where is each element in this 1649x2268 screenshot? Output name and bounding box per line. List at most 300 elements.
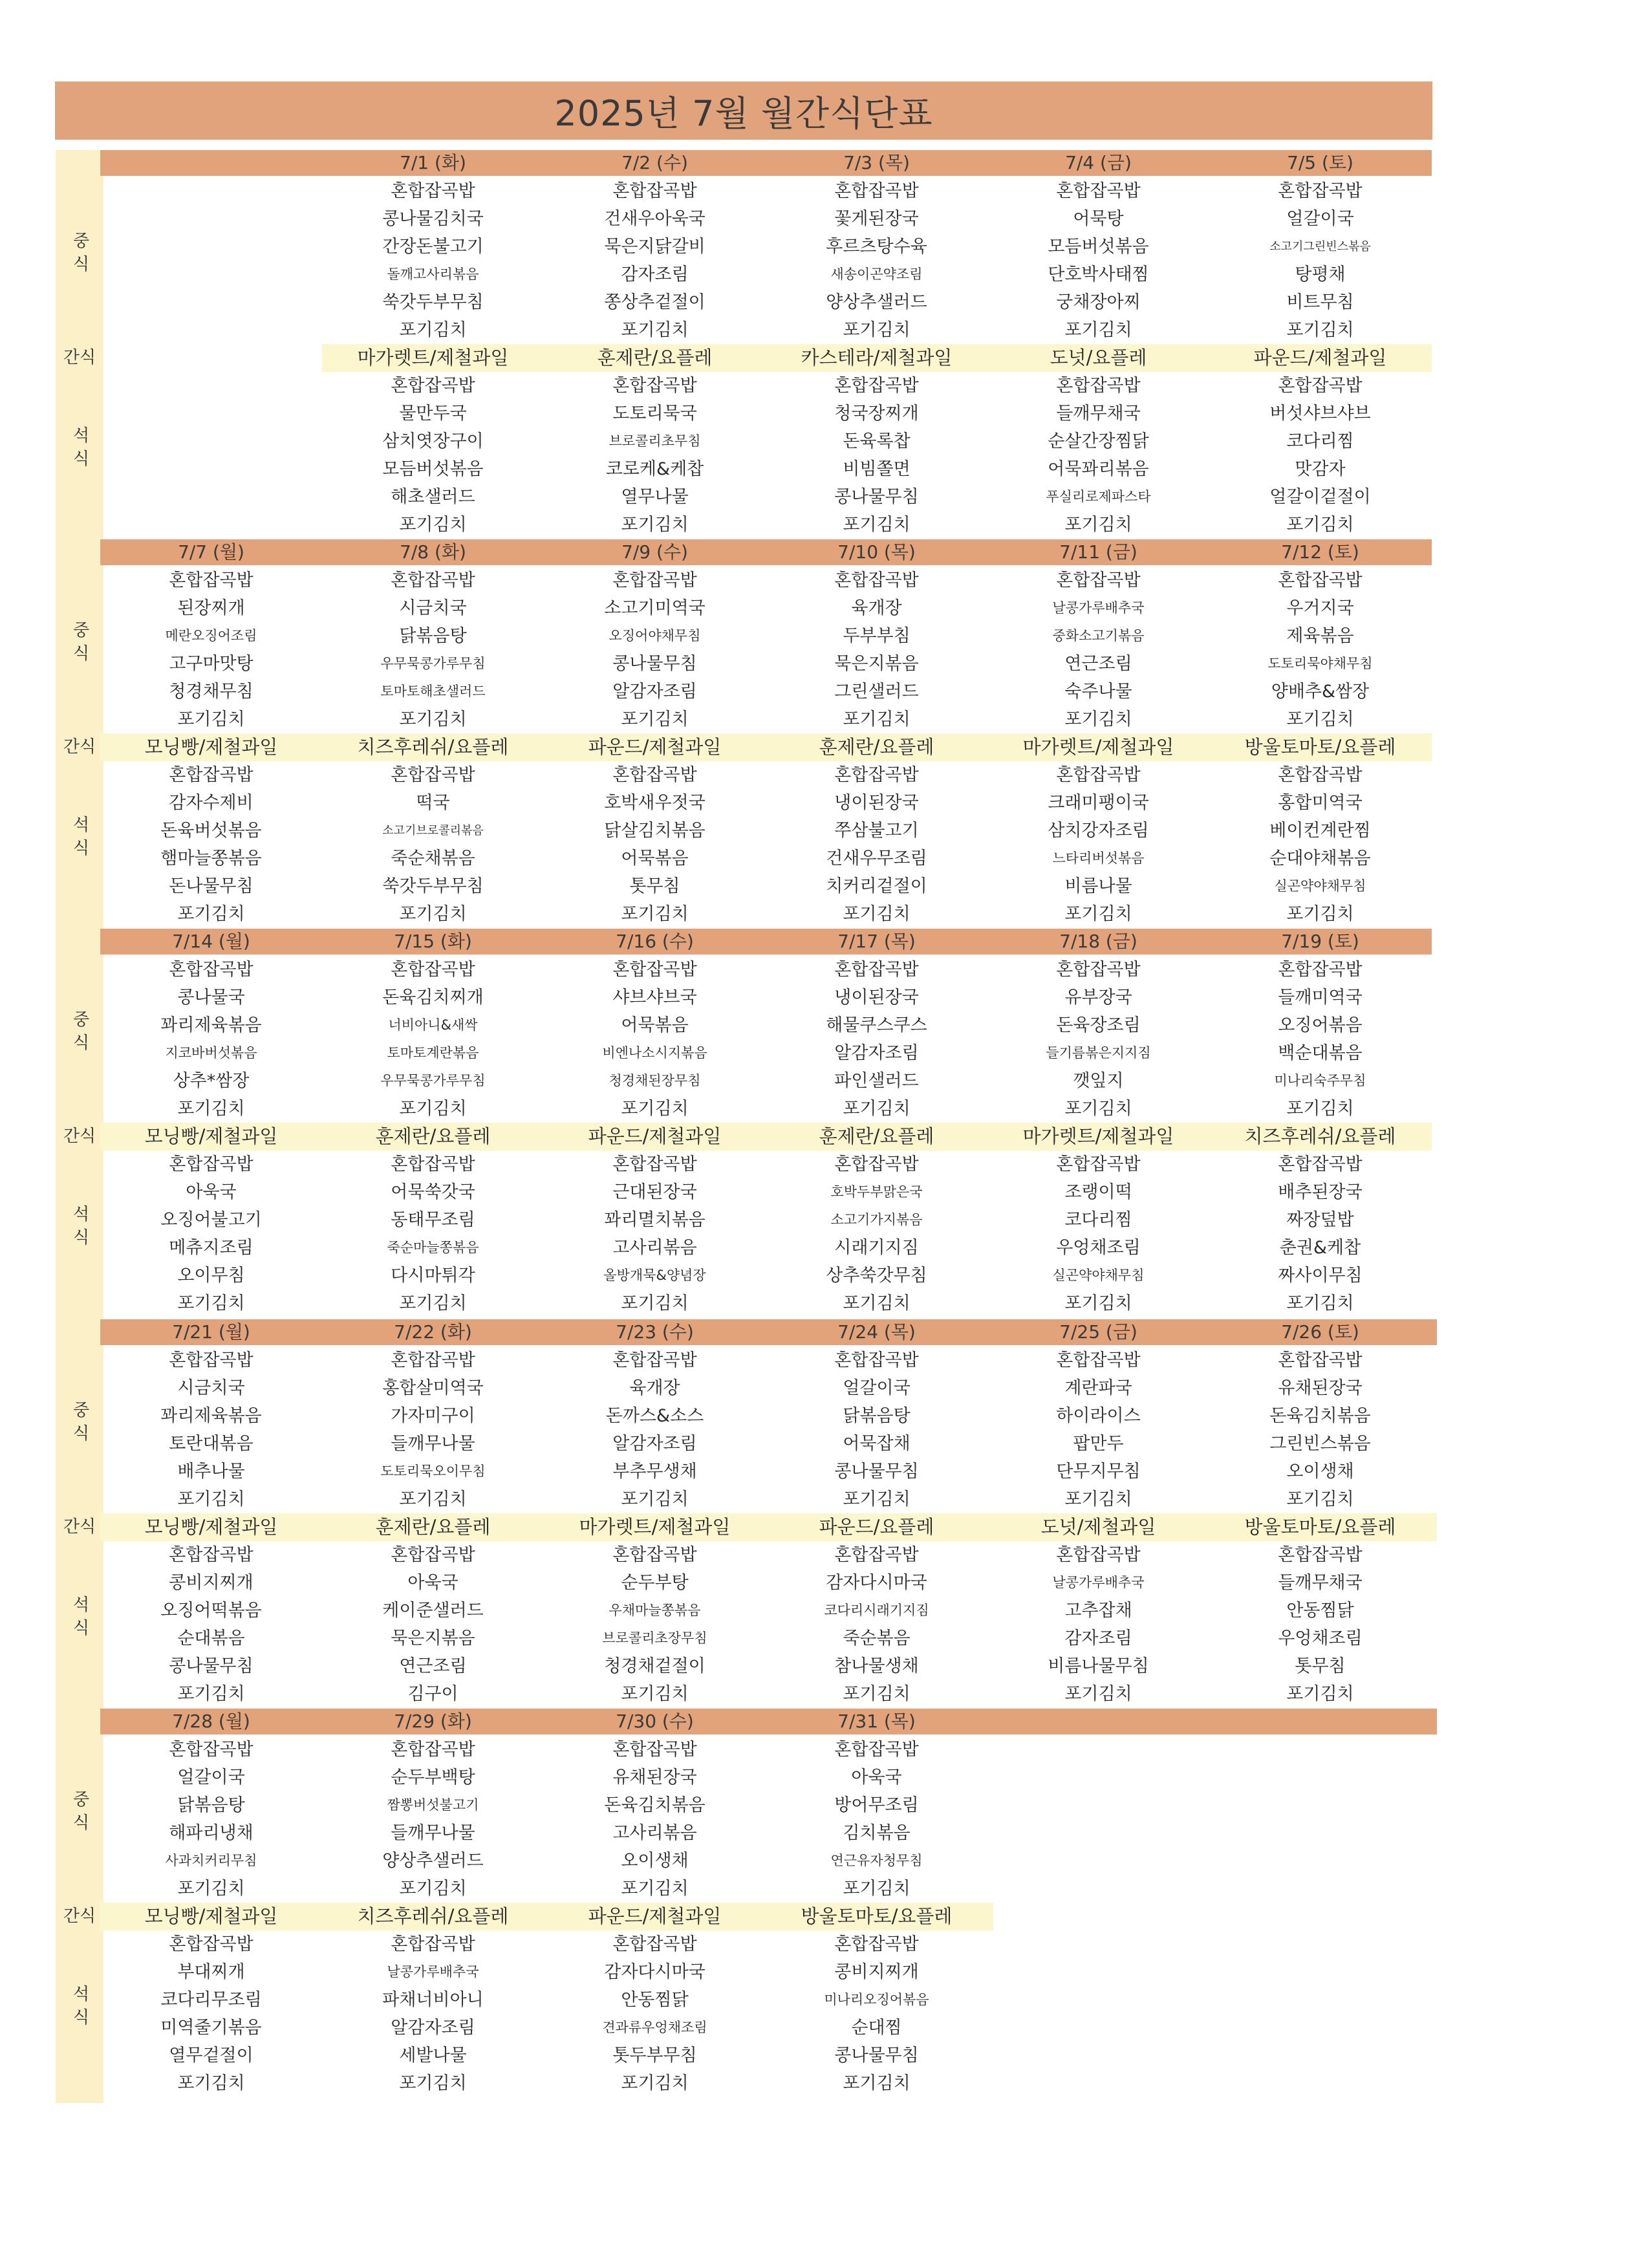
menu-item: 백순대볶음 — [1278, 1043, 1363, 1063]
snack-item — [1209, 1903, 1431, 1930]
snack-item: 파운드/제철과일 — [588, 736, 722, 758]
menu-item: 열무나물 — [621, 487, 689, 507]
lunch-row — [0, 1011, 1649, 1039]
lunch-row — [0, 622, 1649, 650]
menu-item: 혼합잡곡밥 — [391, 570, 475, 590]
menu-item: 포기김치 — [399, 1293, 467, 1313]
menu-item: 안동찜닭 — [1286, 1601, 1354, 1621]
lunch-row — [0, 1764, 1649, 1791]
lunch-label: 중식 — [70, 232, 89, 278]
menu-item: 감자조림 — [1064, 1628, 1132, 1648]
menu-item: 제육볶음 — [1286, 626, 1354, 646]
menu-item: 혼합잡곡밥 — [391, 765, 475, 785]
menu-item: 얼갈이국 — [1286, 209, 1354, 229]
snack-label: 간식 — [63, 1127, 96, 1146]
menu-item: 포기김치 — [1286, 515, 1354, 535]
menu-item — [1209, 1819, 1431, 1847]
menu-item: 오이무침 — [177, 1266, 245, 1286]
menu-item: 포기김치 — [399, 2073, 467, 2093]
menu-item: 지코바버섯볶음 — [165, 1045, 257, 1061]
lunch-label: 중식 — [70, 1010, 89, 1057]
menu-item: 혼합잡곡밥 — [1278, 570, 1363, 590]
menu-item: 코다리시래기지짐 — [824, 1603, 929, 1618]
menu-item: 포기김치 — [1064, 1293, 1132, 1313]
menu-item: 팝만두 — [1073, 1434, 1124, 1454]
date-cell: 7/9 (수) — [621, 541, 688, 563]
date-cell — [987, 1709, 1209, 1734]
menu-item: 고사리볶음 — [612, 1238, 697, 1258]
snack-item: 치즈후레쉬/요플레 — [1244, 1125, 1396, 1147]
menu-item: 세발나물 — [399, 2046, 467, 2066]
menu-item: 돈나물무침 — [169, 876, 253, 896]
menu-item: 묵은지닭갈비 — [604, 237, 706, 257]
menu-item: 콩나물무침 — [612, 654, 697, 674]
menu-item — [987, 1764, 1209, 1791]
menu-item: 혼합잡곡밥 — [834, 1740, 919, 1760]
menu-item: 오징어떡볶음 — [160, 1601, 262, 1621]
menu-item: 도토리묵야채무침 — [1267, 656, 1373, 671]
menu-item: 메란오징어조림 — [165, 628, 257, 643]
menu-item: 순살간장찜닭 — [1048, 431, 1149, 451]
menu-item: 홍합미역국 — [1278, 793, 1363, 813]
menu-item: 돈육김치찌개 — [382, 988, 484, 1008]
menu-item: 혼합잡곡밥 — [391, 1740, 475, 1760]
menu-item: 베이컨계란찜 — [1269, 821, 1371, 841]
dinner-row — [0, 1178, 1649, 1206]
menu-item: 비트무침 — [1286, 292, 1354, 312]
week-date-header — [100, 929, 1432, 955]
menu-item: 호박새우젓국 — [604, 793, 706, 813]
dinner-row — [0, 1958, 1649, 1986]
lunch-row — [0, 984, 1649, 1011]
menu-item — [987, 1930, 1209, 1958]
date-cell: 7/16 (수) — [616, 931, 694, 952]
menu-item: 도토리묵오이무침 — [380, 1463, 486, 1479]
snack-item: 모닝빵/제철과일 — [144, 736, 278, 758]
menu-item: 가자미구이 — [391, 1406, 475, 1426]
date-cell: 7/25 (금) — [1059, 1321, 1137, 1343]
menu-item: 포기김치 — [843, 904, 911, 924]
menu-item: 혼합잡곡밥 — [169, 765, 253, 785]
menu-item: 포기김치 — [399, 904, 467, 924]
menu-item: 소고기그린빈스볶음 — [1269, 240, 1371, 254]
menu-item: 오징어야채무침 — [609, 628, 701, 643]
menu-item: 콩나물무침 — [834, 1462, 919, 1482]
menu-item: 고구마맛탕 — [169, 654, 253, 674]
menu-item — [1209, 1764, 1431, 1791]
dinner-row — [0, 511, 1649, 539]
lunch-row — [0, 594, 1649, 622]
snack-row — [0, 733, 1649, 761]
menu-item: 들깨미역국 — [1278, 988, 1363, 1008]
menu-item: 콩비지찌개 — [169, 1573, 253, 1593]
menu-item: 연근조림 — [399, 1656, 467, 1676]
date-cell: 7/12 (토) — [1281, 541, 1359, 563]
snack-label: 간식 — [63, 348, 96, 367]
menu-item: 버섯샤브샤브 — [1269, 404, 1371, 424]
menu-item: 포기김치 — [1064, 709, 1132, 729]
menu-item: 포기김치 — [1286, 709, 1354, 729]
lunch-row — [0, 1402, 1649, 1430]
dinner-row — [0, 845, 1649, 872]
menu-item: 닭볶음탕 — [843, 1406, 911, 1426]
dinner-row — [0, 2042, 1649, 2069]
menu-item: 배추나물 — [177, 1462, 245, 1482]
menu-item: 혼합잡곡밥 — [169, 570, 253, 590]
date-cell — [100, 150, 322, 176]
menu-item: 알감자조림 — [834, 1043, 919, 1063]
menu-item: 비엔나소시지볶음 — [602, 1045, 707, 1061]
dinner-label: 석식 — [70, 1985, 89, 2031]
menu-item: 순두부탕 — [621, 1573, 689, 1593]
menu-item — [987, 1958, 1209, 1986]
menu-item: 그린샐러드 — [834, 682, 919, 702]
menu-item: 혼합잡곡밥 — [391, 960, 475, 980]
menu-item: 방어무조림 — [834, 1795, 919, 1815]
lunch-row — [0, 706, 1649, 733]
snack-item: 도넛/요플레 — [1050, 347, 1147, 369]
menu-item: 포기김치 — [843, 1879, 911, 1899]
menu-item: 포기김치 — [1064, 1099, 1132, 1119]
menu-item: 어묵꽈리볶음 — [1048, 459, 1149, 479]
menu-item: 아욱국 — [851, 1767, 902, 1787]
menu-item: 아욱국 — [407, 1573, 458, 1593]
menu-item: 들깨무채국 — [1056, 404, 1141, 424]
date-cell: 7/31 (목) — [837, 1711, 916, 1732]
menu-item: 비름나물 — [1064, 876, 1132, 896]
menu-item: 혼합잡곡밥 — [612, 1350, 697, 1370]
lunch-row — [0, 1736, 1649, 1764]
menu-item: 혼합잡곡밥 — [834, 1154, 919, 1174]
menu-item: 혼합잡곡밥 — [1278, 376, 1363, 396]
menu-item: 혼합잡곡밥 — [391, 181, 475, 201]
lunch-row — [0, 1485, 1649, 1513]
menu-item: 돈육장조림 — [1056, 1015, 1141, 1035]
lunch-label: 중식 — [70, 621, 89, 667]
menu-item: 파인샐러드 — [834, 1071, 919, 1091]
menu-item: 고추잡채 — [1064, 1601, 1132, 1621]
menu-item — [100, 177, 322, 205]
menu-item: 유채된장국 — [1278, 1378, 1363, 1398]
dinner-row — [0, 817, 1649, 845]
menu-item — [100, 400, 322, 427]
snack-item: 카스테라/제철과일 — [801, 347, 953, 369]
lunch-row — [0, 233, 1649, 261]
menu-item: 닭살김치볶음 — [604, 821, 706, 841]
menu-item: 어묵잡채 — [843, 1434, 911, 1454]
menu-item: 조랭이떡 — [1064, 1182, 1132, 1202]
menu-item: 혼합잡곡밥 — [612, 1934, 697, 1954]
menu-item: 혼합잡곡밥 — [834, 570, 919, 590]
menu-item: 혼합잡곡밥 — [391, 1350, 475, 1370]
menu-item: 오징어볶음 — [1278, 1015, 1363, 1035]
menu-item: 혼합잡곡밥 — [1056, 960, 1141, 980]
menu-item: 메츄지조림 — [169, 1238, 253, 1258]
menu-item: 알감자조림 — [612, 682, 697, 702]
snack-item: 방울토마토/요플레 — [801, 1905, 953, 1927]
date-cell: 7/24 (목) — [837, 1321, 916, 1343]
menu-item — [100, 205, 322, 233]
snack-item: 훈제란/요플레 — [375, 1125, 491, 1147]
menu-item: 시금치국 — [399, 598, 467, 618]
snack-item: 도넛/제철과일 — [1040, 1516, 1156, 1538]
menu-item — [987, 1736, 1209, 1764]
menu-item: 콩나물국 — [177, 988, 245, 1008]
menu-item: 어묵볶음 — [621, 848, 689, 869]
dinner-row — [0, 400, 1649, 427]
dinner-row — [0, 1262, 1649, 1290]
menu-item: 포기김치 — [1286, 1293, 1354, 1313]
menu-item: 포기김치 — [621, 1099, 689, 1119]
menu-item: 혼합잡곡밥 — [1056, 570, 1141, 590]
menu-item: 감자조림 — [621, 265, 689, 285]
menu-item: 삼치엿장구이 — [382, 431, 484, 451]
menu-item: 들깨무나물 — [391, 1823, 475, 1843]
menu-item: 돈육김치볶음 — [1269, 1406, 1371, 1426]
menu-item: 감자다시마국 — [826, 1573, 927, 1593]
lunch-row — [0, 288, 1649, 316]
menu-item — [987, 2042, 1209, 2069]
lunch-row — [0, 1791, 1649, 1819]
date-cell: 7/23 (수) — [616, 1321, 694, 1343]
menu-item: 견과류우엉채조림 — [602, 2020, 707, 2035]
snack-item: 모닝빵/제철과일 — [144, 1516, 278, 1538]
snack-item: 파운드/제철과일 — [588, 1905, 722, 1927]
menu-item: 떡국 — [416, 793, 450, 813]
lunch-label: 중식 — [70, 1401, 89, 1447]
lunch-row — [0, 205, 1649, 233]
dinner-row — [0, 455, 1649, 483]
menu-item: 건새우아욱국 — [604, 209, 706, 229]
snack-item: 방울토마토/요플레 — [1244, 1516, 1396, 1538]
menu-item: 포기김치 — [177, 2073, 245, 2093]
snack-item: 훈제란/요플레 — [819, 736, 934, 758]
menu-item: 닭볶음탕 — [399, 626, 467, 646]
menu-item: 포기김치 — [399, 1099, 467, 1119]
menu-item: 혼합잡곡밥 — [169, 1740, 253, 1760]
menu-item — [1209, 2069, 1431, 2097]
menu-item: 혼합잡곡밥 — [834, 960, 919, 980]
menu-item: 혼합잡곡밥 — [169, 1545, 253, 1565]
menu-item: 혼합잡곡밥 — [612, 1154, 697, 1174]
dinner-row — [0, 427, 1649, 455]
menu-item — [100, 288, 322, 316]
menu-item: 푸실리로제파스타 — [1046, 489, 1151, 504]
menu-item: 하이라이스 — [1056, 1406, 1141, 1426]
lunch-row — [0, 678, 1649, 706]
menu-item — [1209, 2014, 1431, 2042]
menu-item: 혼합잡곡밥 — [612, 960, 697, 980]
menu-item: 혼합잡곡밥 — [169, 1934, 253, 1954]
menu-item: 혼합잡곡밥 — [1278, 1545, 1363, 1565]
menu-item: 어묵쑥갓국 — [391, 1182, 475, 1202]
menu-item: 혼합잡곡밥 — [391, 1154, 475, 1174]
menu-item: 상추*쌈장 — [173, 1071, 250, 1091]
menu-item: 코로케&케찹 — [605, 459, 704, 479]
menu-item: 혼합잡곡밥 — [1056, 1545, 1141, 1565]
date-cell: 7/11 (금) — [1059, 541, 1137, 563]
menu-item: 포기김치 — [843, 1489, 911, 1509]
menu-item: 냉이된장국 — [834, 988, 919, 1008]
snack-item: 파운드/제철과일 — [588, 1125, 722, 1147]
menu-item: 근대된장국 — [612, 1182, 697, 1202]
menu-item: 혼합잡곡밥 — [1056, 1154, 1141, 1174]
lunch-row — [0, 650, 1649, 678]
dinner-row — [0, 1625, 1649, 1652]
dinner-label: 석식 — [70, 426, 89, 473]
menu-item: 들기름볶은지지짐 — [1046, 1045, 1151, 1061]
menu-item: 짜사이무침 — [1278, 1266, 1363, 1286]
lunch-row — [0, 1430, 1649, 1458]
menu-item: 냉이된장국 — [834, 793, 919, 813]
menu-item: 소고기가지볶음 — [830, 1212, 923, 1227]
menu-item: 케이준샐러드 — [382, 1601, 484, 1621]
menu-item: 포기김치 — [843, 2073, 911, 2093]
dinner-label: 석식 — [70, 1205, 89, 1251]
menu-item: 알감자조림 — [391, 2018, 475, 2038]
menu-item: 혼합잡곡밥 — [391, 1934, 475, 1954]
dinner-row — [0, 1986, 1649, 2014]
menu-item: 깻잎지 — [1073, 1071, 1124, 1091]
menu-item: 모듬버섯볶음 — [1048, 237, 1149, 257]
menu-item: 육개장 — [629, 1378, 680, 1398]
week-date-header — [100, 539, 1432, 565]
lunch-row — [0, 567, 1649, 594]
menu-item: 짜장덮밥 — [1286, 1210, 1354, 1230]
menu-item: 건새우무조림 — [826, 848, 927, 869]
menu-item: 어묵볶음 — [621, 1015, 689, 1035]
menu-item: 참나물생채 — [834, 1656, 919, 1676]
menu-item: 혼합잡곡밥 — [169, 960, 253, 980]
lunch-row — [0, 1067, 1649, 1095]
menu-item: 콩나물무침 — [169, 1656, 253, 1676]
menu-item — [1209, 1930, 1431, 1958]
menu-item: 새송이곤약조림 — [830, 266, 923, 282]
dinner-row — [0, 1569, 1649, 1597]
menu-item: 혼합잡곡밥 — [1056, 765, 1141, 785]
menu-item: 혼합잡곡밥 — [834, 1350, 919, 1370]
menu-item: 오이생채 — [621, 1851, 689, 1871]
menu-item: 김구이 — [407, 1684, 458, 1704]
menu-item: 혼합잡곡밥 — [834, 765, 919, 785]
dinner-row — [0, 2014, 1649, 2042]
page-title — [55, 81, 1432, 140]
menu-item: 우엉채조림 — [1056, 1238, 1141, 1258]
menu-item: 토마토계란볶음 — [387, 1045, 479, 1061]
menu-item: 포기김치 — [621, 709, 689, 729]
menu-item: 브로콜리초장무침 — [602, 1630, 707, 1646]
menu-item — [100, 483, 322, 511]
snack-item: 훈제란/요플레 — [375, 1516, 491, 1538]
menu-item — [1209, 1875, 1431, 1903]
menu-item: 청경채무침 — [169, 682, 253, 702]
dinner-row — [0, 1652, 1649, 1680]
menu-item: 실곤약야채무침 — [1274, 878, 1366, 894]
dinner-row — [0, 1206, 1649, 1234]
menu-item: 포기김치 — [177, 1099, 245, 1119]
menu-item: 콩비지찌개 — [834, 1962, 919, 1982]
menu-item: 된장찌개 — [177, 598, 245, 618]
date-cell: 7/17 (목) — [837, 931, 916, 952]
menu-item — [1209, 1847, 1431, 1875]
menu-item — [1209, 2042, 1431, 2069]
menu-item: 시래기지짐 — [834, 1238, 919, 1258]
lunch-row — [0, 316, 1649, 344]
menu-item — [987, 1875, 1209, 1903]
snack-item: 방울토마토/요플레 — [1244, 736, 1396, 758]
dinner-row — [0, 1150, 1649, 1178]
menu-item: 톳무침 — [629, 876, 680, 896]
menu-item: 포기김치 — [399, 1879, 467, 1899]
snack-item: 마가렛트/제철과일 — [1022, 1125, 1174, 1147]
menu-item: 오이생채 — [1286, 1462, 1354, 1482]
menu-item: 죽순마늘쫑볶음 — [387, 1240, 479, 1255]
snack-item: 훈제란/요플레 — [597, 347, 713, 369]
lunch-row — [0, 1346, 1649, 1374]
menu-item: 포기김치 — [621, 515, 689, 535]
menu-item: 얼갈이국 — [177, 1767, 245, 1787]
menu-item: 소고기브로콜리볶음 — [382, 824, 484, 837]
menu-item: 청국장찌개 — [834, 404, 919, 424]
menu-item: 두부부침 — [843, 626, 911, 646]
snack-row — [0, 1513, 1649, 1541]
date-cell — [1209, 1709, 1431, 1734]
menu-item: 돈육록찹 — [843, 431, 911, 451]
week-date-header — [100, 150, 1432, 176]
menu-item: 얼갈이겉절이 — [1269, 487, 1371, 507]
menu-item — [987, 1791, 1209, 1819]
menu-item: 포기김치 — [843, 1099, 911, 1119]
menu-item: 돈육김치볶음 — [604, 1795, 706, 1815]
menu-item: 꽃게된장국 — [834, 209, 919, 229]
menu-item: 치커리겉절이 — [826, 876, 927, 896]
menu-item: 꽈리제육볶음 — [160, 1015, 262, 1035]
menu-item: 톳두부무침 — [612, 2046, 697, 2066]
snack-item: 모닝빵/제철과일 — [144, 1905, 278, 1927]
menu-item: 부대찌개 — [177, 1962, 245, 1982]
menu-item: 혼합잡곡밥 — [391, 376, 475, 396]
menu-item: 햄마늘쫑볶음 — [160, 848, 262, 869]
menu-item: 포기김치 — [843, 515, 911, 535]
menu-item: 혼합잡곡밥 — [1278, 1350, 1363, 1370]
menu-item: 혼합잡곡밥 — [612, 181, 697, 201]
dinner-label: 석식 — [70, 1595, 89, 1642]
menu-item: 혼합잡곡밥 — [169, 1154, 253, 1174]
menu-item: 파채너비아니 — [382, 1990, 484, 2010]
menu-item: 순대볶음 — [177, 1628, 245, 1648]
lunch-row — [0, 1847, 1649, 1875]
menu-item: 포기김치 — [1286, 1489, 1354, 1509]
menu-item: 돈까스&소스 — [605, 1406, 704, 1426]
date-cell: 7/7 (월) — [178, 541, 244, 563]
menu-item: 안동찜닭 — [621, 1990, 689, 2010]
date-cell: 7/22 (화) — [394, 1321, 472, 1343]
menu-item: 꽈리제육볶음 — [160, 1406, 262, 1426]
menu-item: 돌깨고사리볶음 — [387, 266, 479, 282]
snack-row — [0, 1123, 1649, 1150]
snack-item: 마가렛트/제철과일 — [579, 1516, 731, 1538]
menu-item: 해물쿠스쿠스 — [826, 1015, 927, 1035]
menu-item: 포기김치 — [399, 515, 467, 535]
menu-item: 포기김치 — [843, 1293, 911, 1313]
menu-item: 우채마늘쫑볶음 — [609, 1603, 701, 1618]
menu-item: 중화소고기볶음 — [1052, 628, 1145, 643]
menu-item — [987, 2014, 1209, 2042]
dinner-label: 석식 — [70, 815, 89, 862]
menu-item: 우무묵콩가루무침 — [380, 1073, 486, 1088]
snack-item: 모닝빵/제철과일 — [144, 1125, 278, 1147]
dinner-row — [0, 761, 1649, 789]
